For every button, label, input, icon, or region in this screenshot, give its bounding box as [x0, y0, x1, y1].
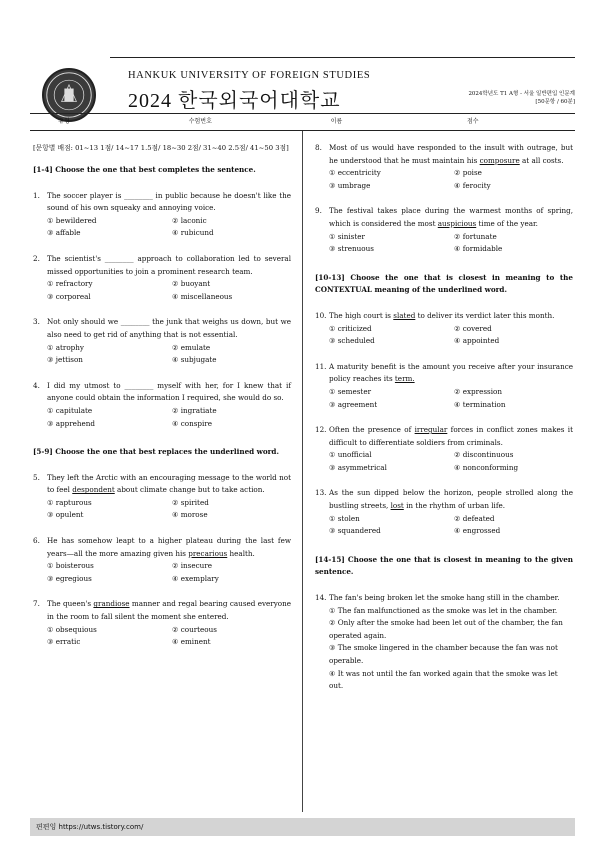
option-2[interactable]: ② insecure [172, 561, 212, 571]
option-2[interactable]: ② Only after the smoke had been let out of the chamber, the fan operated again. [329, 618, 563, 640]
question-number: 7. [33, 599, 40, 609]
info-field-name[interactable] [371, 114, 439, 130]
section-heading-5-9: [5-9] Choose the one that best replaces the underlined word. [33, 447, 279, 457]
question-number: 14. [315, 593, 327, 603]
question-12 [315, 424, 573, 474]
option-2[interactable]: ② courteous [172, 624, 217, 634]
option-2[interactable]: ② buoyant [172, 279, 211, 289]
university-name-english: HANKUK UNIVERSITY OF FOREIGN STUDIES [128, 70, 371, 81]
option-3[interactable]: ③ squandered [329, 526, 381, 536]
underlined-word: auspicious [437, 218, 477, 228]
option-4[interactable]: ④ morose [172, 510, 208, 520]
underlined-word: despondent [72, 485, 115, 495]
question-text: The high court is slated to deliver its verdict later this month. [329, 310, 555, 320]
header-top-rule [110, 57, 575, 58]
question-text: Most of us would have responded to the insult with outrage, but he understood that he must maintain his composure at all costs. [329, 143, 573, 165]
option-4[interactable]: ④ appointed [454, 336, 500, 346]
question-5 [33, 472, 291, 522]
option-2[interactable]: ② discontinuous [454, 450, 514, 460]
right-column [315, 142, 573, 706]
option-3[interactable]: ③ asymmetrical [329, 462, 387, 472]
question-text: The fan's being broken let the smoke hang still in the chamber. [329, 593, 560, 603]
university-name-korean: 2024 한국외국어대학교 [128, 90, 341, 112]
question-text: The festival takes place during the warmest months of spring, which is considered the most auspicious time of the year. [329, 206, 573, 228]
underlined-word: slated [393, 310, 416, 320]
question-number: 8. [315, 143, 322, 152]
option-4[interactable]: ④ conspire [172, 418, 212, 428]
question-number: 10. [315, 310, 327, 320]
option-2[interactable]: ② laconic [172, 215, 207, 225]
option-1[interactable]: ① stolen [329, 513, 360, 523]
option-1[interactable]: ① refractory [47, 279, 93, 289]
option-2[interactable]: ② covered [454, 323, 492, 333]
option-1[interactable]: ① capitulate [47, 405, 93, 415]
option-4[interactable]: ④ engrossed [454, 526, 501, 536]
info-field-score[interactable] [507, 114, 575, 130]
underlined-word: composure [479, 155, 520, 165]
underlined-word: grandiose [93, 599, 130, 609]
footer-bar: 편편잉 https://utws.tistory.com/ [30, 818, 575, 836]
option-4[interactable]: ④ exemplary [172, 573, 219, 583]
option-2[interactable]: ② spirited [172, 497, 209, 507]
question-number: 3. [33, 317, 40, 327]
question-text: Not only should we ________ the junk that weighs us down, but we also need to get rid of anything that is not essential. [47, 317, 291, 339]
info-label-name: 이름 [330, 118, 343, 125]
option-2[interactable]: ② ingratiate [172, 405, 217, 415]
option-3[interactable]: ③ scheduled [329, 336, 375, 346]
question-number: 4. [33, 380, 40, 390]
underlined-word: term. [394, 374, 415, 384]
section-heading-1-4: [1-4] Choose the one that best completes the sentence. [33, 165, 256, 174]
score-allocation-note: [문항별 배점: 01~13 1점/ 14~17 1.5점/ 18~30 2점/ 31~40 2.5점/ 41~50 3점] [33, 144, 289, 152]
question-text: The soccer player is ________ in public because he doesn't like the sound of his own squeaky and annoying voice. [47, 190, 291, 213]
option-2[interactable]: ② expression [454, 386, 502, 396]
question-text: He has somehow leapt to a higher plateau during the last few years—all the more amazing given his precarious health. [47, 536, 291, 558]
question-1 [33, 190, 291, 240]
question-number: 11. [315, 361, 327, 371]
option-4[interactable]: ④ formidable [454, 244, 503, 254]
question-text: I did my utmost to ________ myself with her, for I knew that if anyone could obtain the information I required, she would do so. [47, 380, 291, 403]
exam-title: 2024학년도 T1 A형 - 서울 일반편입 인문계 [468, 91, 575, 97]
question-8 [315, 142, 573, 192]
question-3 [33, 316, 291, 366]
option-3[interactable]: ③ egregious [47, 573, 92, 583]
column-divider [302, 131, 303, 812]
option-1[interactable]: ① boisterous [47, 561, 94, 571]
underlined-word: precarious [188, 548, 228, 558]
option-1[interactable]: ① criticized [329, 323, 372, 333]
question-10 [315, 310, 573, 348]
option-1[interactable]: ① unofficial [329, 450, 372, 460]
question-9 [315, 205, 573, 255]
info-label-score: 점수 [467, 118, 479, 125]
option-4[interactable]: ④ nonconforming [454, 462, 519, 472]
option-2[interactable]: ② poise [454, 168, 482, 178]
question-number: 12. [315, 425, 327, 435]
question-text: A maturity benefit is the amount you receive after your insurance policy reaches its term. [329, 361, 573, 384]
option-4[interactable]: ④ eminent [172, 637, 211, 647]
question-7 [33, 598, 291, 648]
question-number: 6. [33, 536, 40, 546]
underlined-word: lost [390, 501, 404, 511]
option-3[interactable]: ③ affable [47, 228, 81, 238]
info-field-exam-number[interactable] [234, 114, 302, 130]
question-11 [315, 361, 573, 411]
option-2[interactable]: ② emulate [172, 342, 211, 352]
option-3[interactable]: ③ apprehend [47, 418, 96, 428]
option-3[interactable]: ③ corporeal [47, 291, 91, 301]
question-4 [33, 380, 291, 430]
option-3[interactable]: ③ The smoke lingered in the chamber because the fan was not operable. [329, 643, 558, 665]
option-2[interactable]: ② fortunate [454, 231, 497, 241]
option-4[interactable]: ④ miscellaneous [172, 291, 233, 301]
info-field-type[interactable] [98, 114, 166, 130]
option-3[interactable]: ③ umbrage [329, 180, 371, 190]
question-number: 2. [33, 253, 40, 263]
section-heading-10-13: [10-13] Choose the one that is closest in meaning to the CONTEXTUAL meaning of the underlined word. [315, 272, 573, 295]
option-4[interactable]: ④ ferocity [454, 180, 491, 190]
option-4[interactable]: ④ termination [454, 399, 506, 409]
option-3[interactable]: ③ opulent [47, 510, 84, 520]
option-4[interactable]: ④ subjugate [172, 355, 217, 365]
option-4[interactable]: ④ rubicund [172, 228, 214, 238]
option-1[interactable]: ① semester [329, 386, 372, 396]
question-text: As the sun dipped below the horizon, people strolled along the bustling streets, lost in the rhythm of urban life. [329, 488, 573, 511]
question-text: Often the presence of irregular forces in conflict zones makes it difficult to differentiate soldiers from criminals. [329, 425, 573, 447]
option-1[interactable]: ① sinister [329, 231, 365, 241]
option-3[interactable]: ③ erratic [47, 637, 81, 647]
option-1[interactable]: ① atrophy [47, 342, 84, 352]
exam-subtitle: [50문항 / 60분] [535, 99, 575, 106]
question-13 [315, 487, 573, 537]
option-3[interactable]: ③ strenuous [329, 244, 374, 254]
question-number: 1. [33, 190, 40, 200]
option-3[interactable]: ③ agreement [329, 399, 378, 409]
section-heading-14-15: [14-15] Choose the one that is closest in meaning to the given sentence. [315, 554, 573, 577]
question-text: The queen's grandiose manner and regal bearing caused everyone in the room to fall silent the moment she entered. [47, 599, 291, 622]
info-label-exam-number: 수험번호 [188, 118, 212, 125]
candidate-info-row [30, 113, 575, 131]
question-number: 9. [315, 206, 322, 216]
question-6 [33, 535, 291, 585]
option-2[interactable]: ② defeated [454, 513, 495, 523]
option-1[interactable]: ① The fan malfunctioned as the smoke was let in the chamber. [329, 605, 558, 615]
option-3[interactable]: ③ jettison [47, 355, 83, 365]
info-label-type: 유형 [58, 118, 70, 125]
option-4[interactable]: ④ It was not until the fan worked again that the smoke was let out. [329, 668, 558, 691]
question-number: 13. [315, 488, 327, 498]
question-number: 5. [33, 472, 40, 482]
question-2 [33, 253, 291, 303]
option-1[interactable]: ① rapturous [47, 497, 92, 507]
left-column [33, 142, 291, 662]
option-1[interactable]: ① obsequious [47, 624, 97, 634]
question-text: They left the Arctic with an encouraging message to the world not to feel despondent about climate change but to take action. [47, 472, 291, 495]
exam-info [468, 90, 575, 107]
question-14 [315, 592, 573, 693]
option-1[interactable]: ① eccentricity [329, 168, 381, 178]
underlined-word: irregular [414, 425, 448, 435]
option-1[interactable]: ① bewildered [47, 215, 97, 225]
question-text: The scientist's ________ approach to collaboration led to several missed opportunities to join a prominent research team. [47, 253, 291, 276]
